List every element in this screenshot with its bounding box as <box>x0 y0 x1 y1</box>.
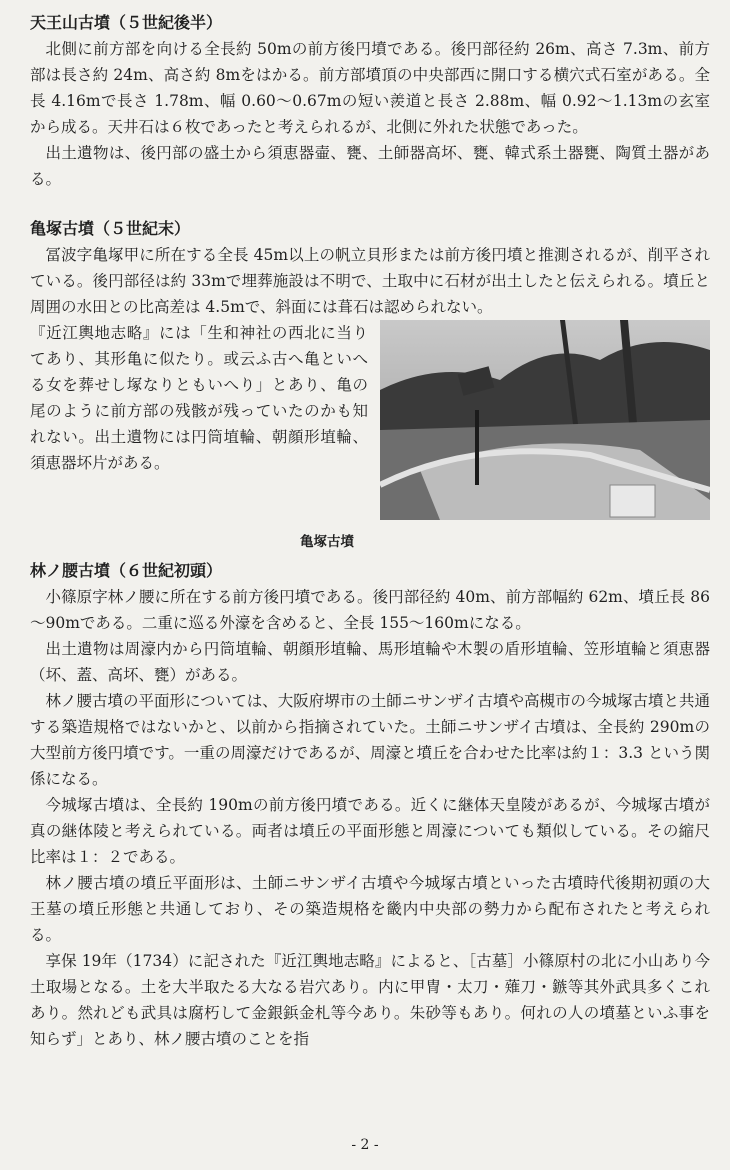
paragraph: 出土遺物は、後円部の盛土から須恵器壷、甕、土師器高坏、甕、韓式系土器甕、陶質土器がある。 <box>30 144 710 188</box>
figure <box>380 320 710 520</box>
section-heading-hayashinokoshi: 林ノ腰古墳（６世紀初頭） <box>30 561 223 580</box>
paragraph: 享保 19年（1734）に記された『近江輿地志略』によると、［古墓］小篠原村の北に小山あり今土取場となる。土を大半取たる大なる岩穴あり。内に甲冑・太刀・薙刀・鏃等其外武具多くこれあり。然れども武具は腐朽して金銀鋲金札等今あり。朱砂等もあり。何れの人の墳墓といふ事を知らず」とあり、林ノ腰古墳のことを指 <box>30 952 710 1048</box>
photo-caption: 亀塚古墳 <box>300 534 354 550</box>
paragraph: 今城塚古墳は、全長約 190mの前方後円墳である。近くに継体天皇陵があるが、今城塚古墳が真の継体陵と考えられている。両者は墳丘の平面形態と周濠についても類似している。その縮尺比率は１：２である。 <box>30 796 710 866</box>
document-page <box>30 10 710 1052</box>
photo-text-block <box>30 320 710 550</box>
paragraph: 林ノ腰古墳の平面形については、大阪府堺市の土師ニサンザイ古墳や高槻市の今城塚古墳と共通する築造規格ではないかと、以前から指摘されていた。土師ニサンザイ古墳は、全長約 290mの大型前方後円墳です。一重の周濠だけであるが、周濠と墳丘を合わせた比率は約１：3.3 という関係になる。 <box>30 692 710 788</box>
paragraph: 出土遺物は周濠内から円筒埴輪、朝顔形埴輪、馬形埴輪や木製の盾形埴輪、笠形埴輪と須恵器（坏、蓋、高坏、甕）がある。 <box>30 640 710 684</box>
paragraph: 冨波字亀塚甲に所在する全長 45m以上の帆立貝形または前方後円墳と推測されるが、削平されている。後円部径は約 33mで埋葬施設は不明で、土取中に石材が出土したと伝えられる。墳丘と周囲の水田との比高差は 4.5mで、斜面には葺石は認められない。 <box>30 246 710 316</box>
paragraph: 小篠原字林ノ腰に所在する前方後円墳である。後円部径約 40m、前方部幅約 62m、墳丘長 86～90mである。二重に巡る外濠を含めると、全長 155～160mになる。 <box>30 588 710 632</box>
kamezuka-photo <box>380 320 710 520</box>
paragraph: 林ノ腰古墳の墳丘平面形は、土師ニサンザイ古墳や今城塚古墳といった古墳時代後期初頭の大王墓の墳丘形態と共通しており、その築造規格を畿内中央部の勢力から配布されたと考えられる。 <box>30 874 710 944</box>
paragraph: 北側に前方部を向ける全長約 50mの前方後円墳である。後円部径約 26m、高さ 7.3m、前方部は長さ約 24m、高さ約 8mをはかる。前方部墳頂の中央部西に開口する横穴式石室がある。全長 4.16mで長さ 1.78m、幅 0.60～0.67mの短い羨道と長さ 2.88m、幅 0.92～1.13mの玄室から成る。天井石は６枚であったと考えられるが、北側に外れた状態であった。 <box>30 40 710 136</box>
section-heading-tennozan: 天王山古墳（５世紀後半） <box>30 13 223 32</box>
page-number: - 2 - <box>351 1137 379 1153</box>
section-heading-kamezuka: 亀塚古墳（５世紀末） <box>30 219 191 238</box>
paragraph: 『近江輿地志略』には「生和神社の西北に当りてあり、其形亀に似たり。或云ふ古へ亀といへる女を葬せし塚なりともいへり」とあり、亀の尾のように前方部の残骸が残っていたのかも知れない。出土遺物には円筒埴輪、朝顔形埴輪、須恵器坏片がある。 <box>30 324 368 472</box>
